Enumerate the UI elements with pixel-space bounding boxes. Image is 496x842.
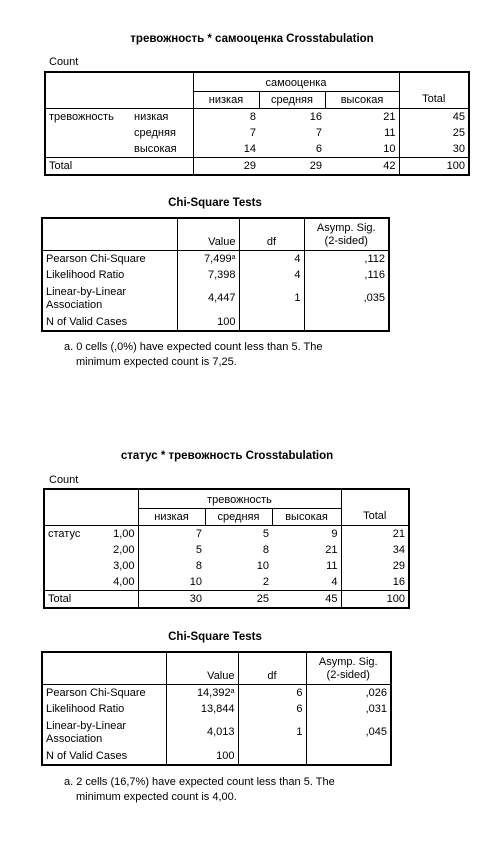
crosstab1-col-header: средняя: [259, 92, 325, 109]
chisq2-value-cell: 100: [166, 748, 238, 765]
crosstab1-total-header: Total: [399, 92, 469, 109]
crosstab2-col-header: высокая: [272, 509, 341, 526]
chisq2-value-cell: 13,844: [166, 701, 238, 717]
chisq1-sig-header-line1: Asymp. Sig.: [316, 221, 376, 234]
chisq1-sig-header-line2: (2-sided): [324, 234, 368, 247]
chisq1-row-label: Pearson Chi-Square: [42, 251, 177, 268]
crosstab2-col-header: низкая: [138, 509, 205, 526]
chisq1-value-text: 7,499: [204, 252, 232, 265]
crosstab1-cell: 16: [309, 110, 322, 123]
chisq1-value-cell: 4,447: [177, 283, 239, 314]
crosstab2-row-total: 34: [341, 542, 409, 558]
crosstab1-cell: 7: [249, 126, 256, 139]
chisq1-row-label-line1: Linear-by-Linear: [46, 285, 127, 298]
chisq2-df-cell: [238, 748, 306, 765]
crosstab2-row-label: 3,00: [97, 558, 138, 574]
chisq1-table: [41, 217, 390, 332]
chisq1-row-label-line2: Association: [46, 298, 103, 311]
chisq2-footnote-line2: minimum expected count is 4,00.: [76, 791, 237, 803]
chisq1-value-cell: 100: [177, 314, 239, 331]
crosstab2-row-total: 16: [341, 574, 409, 591]
chisq1-row-label: N of Valid Cases: [42, 314, 177, 331]
chisq1-footnote-line2: minimum expected count is 7,25.: [76, 356, 237, 368]
crosstab1-cell: 6: [315, 142, 322, 155]
crosstab2-cell: 5: [262, 527, 269, 540]
crosstab1-corner: [45, 72, 193, 109]
chisq2-row-label-line2: Association: [46, 732, 103, 745]
chisq2-row-label: Likelihood Ratio: [42, 701, 166, 717]
crosstab2-cell: 2: [262, 575, 269, 588]
crosstab2-total-header: Total: [341, 509, 409, 526]
crosstab1-cell: 8: [249, 110, 256, 123]
chisq1-footnote: [64, 340, 322, 370]
chisq1-sig-cell: ,035: [363, 292, 385, 304]
chisq2-title: Chi-Square Tests: [168, 631, 262, 643]
crosstab2-row-total: 21: [341, 526, 409, 543]
chisq1-row-label: Likelihood Ratio: [42, 267, 177, 283]
crosstab2-row-total: 29: [341, 558, 409, 574]
chisq2-sig-header-line1: Asymp. Sig.: [318, 655, 378, 668]
chisq2-sig-cell: ,031: [365, 702, 387, 715]
crosstab1-cell: 21: [383, 110, 396, 123]
crosstab2-cell: 8: [262, 543, 269, 556]
chisq2-footnote-marker: a: [230, 687, 235, 695]
crosstab2-blank: [44, 542, 97, 558]
crosstab2-col-header: средняя: [205, 509, 272, 526]
crosstab2-blank: [44, 558, 97, 574]
crosstab2-row-label: 2,00: [97, 542, 138, 558]
chisq2-footnote: [64, 775, 335, 805]
crosstab2-total-head-top: [341, 489, 409, 509]
crosstab2-totals-label: Total: [44, 591, 138, 609]
chisq2-value-cell: 4,013: [166, 717, 238, 748]
chisq2-row-label-line1: Linear-by-Linear: [46, 719, 127, 732]
chisq1-value-header: Value: [177, 218, 239, 251]
chisq2-footnote-line1: a. 2 cells (16,7%) have expected count less than 5. The: [64, 776, 335, 788]
chisq1-title: Chi-Square Tests: [168, 197, 262, 209]
crosstab2-total-cell: 30: [189, 592, 202, 605]
chisq1-sig-header: [304, 218, 389, 251]
crosstab2-blank: [44, 574, 97, 591]
crosstab2-total-cell: 45: [325, 592, 338, 605]
chisq1-footnote-marker: a: [231, 253, 236, 261]
chisq2-sig-header-line2: (2-sided): [326, 668, 370, 681]
crosstab1-blank: [45, 125, 131, 141]
crosstab2-grand-total: 100: [341, 591, 409, 609]
chisq1-df-cell: [239, 314, 304, 331]
crosstab1-row-var: тревожность: [49, 110, 114, 123]
chisq1-df-cell: 4: [239, 267, 304, 283]
crosstab2-cell: 7: [195, 527, 202, 540]
crosstab1-cell: 14: [243, 142, 256, 155]
crosstab2-cell: 21: [325, 543, 338, 556]
chisq2-corner: [42, 652, 166, 685]
crosstab1-row-label: средняя: [131, 125, 193, 141]
chisq2-value-header: Value: [166, 652, 238, 685]
chisq1-df-header: df: [239, 218, 304, 251]
crosstab1-total-cell: 29: [309, 159, 322, 172]
crosstab2-cell: 10: [256, 559, 269, 572]
crosstab1-cell: 10: [383, 142, 396, 155]
chisq2-row-label: N of Valid Cases: [42, 748, 166, 765]
crosstab2-row-var: статус: [48, 527, 81, 540]
chisq2-df-cell: 6: [238, 685, 306, 702]
chisq1-footnote-line1: a. 0 cells (,0%) have expected count less than 5. The: [64, 341, 323, 353]
crosstab1-total-cell: 29: [243, 159, 256, 172]
crosstab1-total-cell: 42: [383, 159, 396, 172]
crosstab1-blank: [45, 141, 131, 158]
chisq2-df-cell: 6: [238, 701, 306, 717]
crosstab2-cell: 10: [189, 575, 202, 588]
crosstab1-col-group: самооценка: [193, 72, 399, 92]
crosstab2-table: [43, 488, 410, 609]
chisq2-sig-cell: ,026: [365, 686, 387, 699]
chisq2-value-text: 14,392: [196, 686, 231, 699]
chisq2-sig-cell: ,045: [365, 726, 387, 738]
crosstab2-cell: 8: [195, 559, 202, 572]
crosstab1-row-label: высокая: [131, 141, 193, 158]
chisq1-sig-cell: [304, 314, 389, 331]
crosstab2-corner: [44, 489, 138, 526]
chisq1-value-cell: 7,398: [177, 267, 239, 283]
chisq1-sig-cell: ,116: [364, 268, 385, 281]
chisq1-df-cell: 4: [239, 251, 304, 268]
chisq1-df-cell: 1: [239, 283, 304, 314]
chisq1-row-label: [42, 283, 177, 314]
crosstab1-grand-total: 100: [399, 158, 469, 176]
chisq1-corner: [42, 218, 177, 251]
chisq2-df-cell: 1: [238, 717, 306, 748]
chisq2-sig-header: [306, 652, 391, 685]
chisq2-row-label: Pearson Chi-Square: [42, 685, 166, 702]
crosstab2-count-label: Count: [49, 474, 79, 486]
crosstab2-title: статус * тревожность Crosstabulation: [120, 450, 334, 462]
crosstab1-total-head-top: [399, 72, 469, 92]
crosstab2-cell: 5: [195, 543, 202, 556]
chisq2-value-cell: [166, 685, 238, 702]
chisq2-row-label: [42, 717, 166, 748]
crosstab2-cell: 4: [331, 575, 338, 588]
crosstab2-row-label: 4,00: [97, 574, 138, 591]
crosstab2-cell: 11: [326, 559, 338, 572]
crosstab1-totals-label: Total: [45, 158, 193, 176]
crosstab2-row-label: 1,00: [97, 526, 138, 543]
crosstab1-row-total: 45: [399, 109, 469, 126]
crosstab2-cell: 9: [331, 527, 338, 540]
chisq2-df-header: df: [238, 652, 306, 685]
crosstab1-cell: 7: [315, 126, 322, 139]
chisq1-value-cell: [177, 251, 239, 268]
crosstab2-total-cell: 25: [256, 592, 269, 605]
crosstab1-row-label: низкая: [131, 109, 193, 126]
chisq2-sig-cell: [306, 748, 391, 765]
crosstab1-title: тревожность * самооценка Crosstabulation: [130, 33, 374, 45]
crosstab1-row-total: 25: [399, 125, 469, 141]
crosstab1-col-header: низкая: [193, 92, 259, 109]
chisq2-table: [41, 651, 392, 766]
crosstab1-table: [44, 71, 470, 176]
crosstab1-col-header: высокая: [325, 92, 399, 109]
chisq1-sig-cell: ,112: [364, 252, 385, 265]
crosstab2-col-group: тревожность: [138, 489, 341, 509]
crosstab1-cell: 11: [384, 126, 396, 139]
crosstab1-count-label: Count: [49, 56, 79, 68]
crosstab1-row-total: 30: [399, 141, 469, 158]
